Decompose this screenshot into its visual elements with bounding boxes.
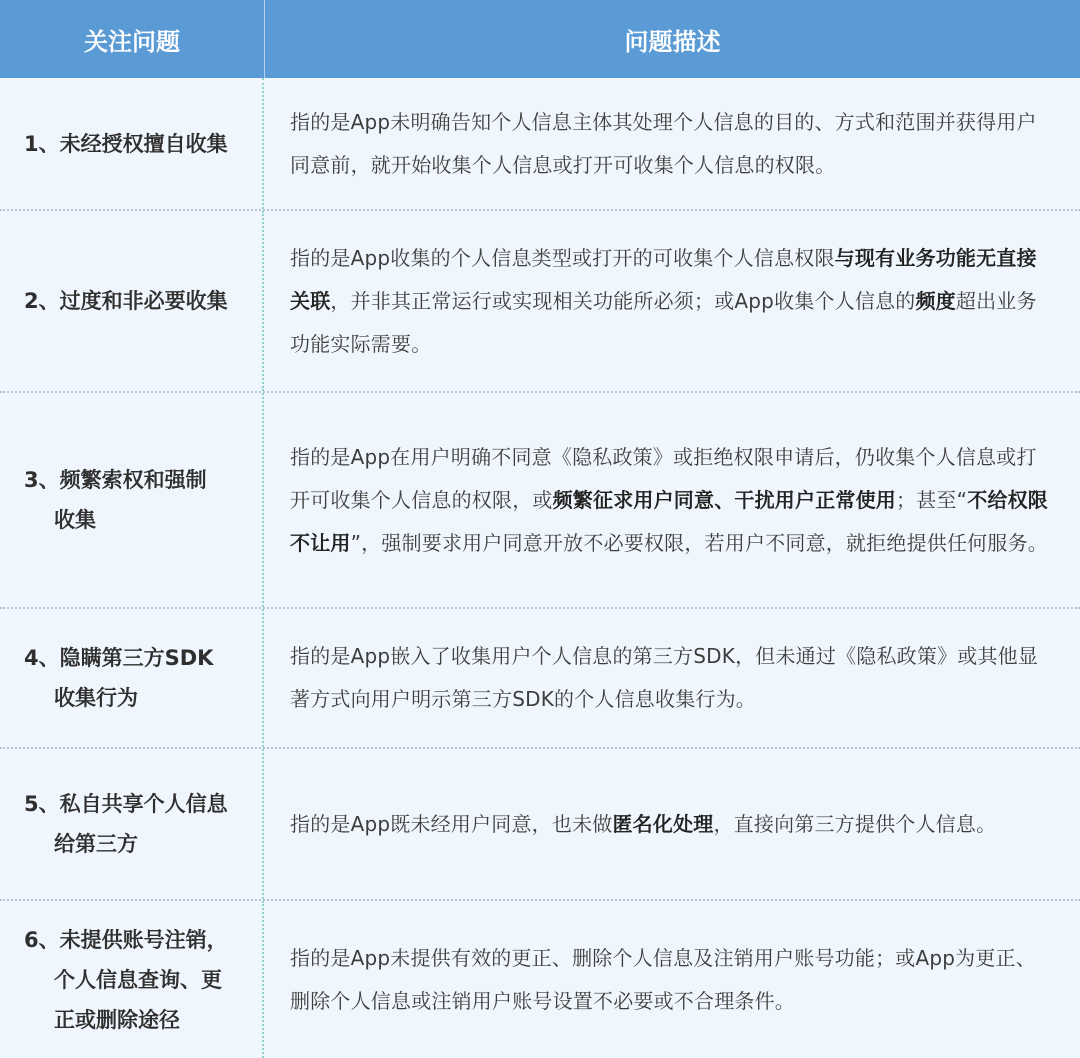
highlighted-text: 与现有业务功能无直接关联 <box>290 245 1037 313</box>
table-row <box>0 393 1080 609</box>
issue-title-line: 2、过度和非必要收集 <box>24 289 228 313</box>
table-header <box>0 0 1080 78</box>
table-row <box>0 211 1080 393</box>
issue-title <box>0 901 264 1058</box>
issue-title <box>0 78 264 209</box>
issue-title-line: 收集 <box>54 508 96 532</box>
highlighted-text: 匿名化处理 <box>612 811 714 836</box>
issue-title-line: 收集行为 <box>54 686 138 710</box>
table-row <box>0 749 1080 901</box>
highlighted-text: 不给权限不让用 <box>290 487 1048 555</box>
table-row <box>0 78 1080 211</box>
issue-title-line: 1、未经授权擅自收集 <box>24 131 228 156</box>
description-text: ；甚至“ <box>896 487 968 512</box>
issue-title-line: 正或删除途径 <box>54 1007 180 1032</box>
description-text: 指的是App在用户明确不同意《隐私政策》或拒绝权限申请后，仍收集个人信息或打开可收集个人信息的权限，或 <box>290 444 1037 512</box>
table-row <box>0 609 1080 749</box>
description-text: 指的是App未提供有效的更正、删除个人信息及注销用户账号功能；或App为更正、删除个人信息或注销用户账号设置不必要或不合理条件。 <box>290 945 1036 1013</box>
issue-title <box>0 749 264 899</box>
issue-title-line: 5、私自共享个人信息 <box>24 792 228 816</box>
issue-title <box>0 211 264 391</box>
description-text: ，直接向第三方提供个人信息。 <box>713 811 997 836</box>
header-col-description: 问题描述 <box>264 0 1080 78</box>
issue-description <box>264 609 1080 747</box>
issue-title-line: 4、隐瞒第三方SDK <box>24 646 214 670</box>
description-text: ，并非其正常运行或实现相关功能所必须；或App收集个人信息的 <box>330 288 916 313</box>
highlighted-text: 频繁征求用户同意、干扰用户正常使用 <box>552 487 897 512</box>
description-text: 指的是App嵌入了收集用户个人信息的第三方SDK，但未通过《隐私政策》或其他显著方式向用户明示第三方SDK的个人信息收集行为。 <box>290 644 1039 711</box>
issue-title-line: 6、未提供账号注销， <box>24 927 228 952</box>
issue-description <box>264 901 1080 1058</box>
description-text: ”，强制要求用户同意开放不必要权限，若用户不同意，就拒绝提供任何服务。 <box>350 530 1048 555</box>
description-text: 指的是App收集的个人信息类型或打开的可收集个人信息权限 <box>290 245 835 270</box>
issue-description <box>264 78 1080 209</box>
issue-title-line: 3、频繁索权和强制 <box>24 468 207 492</box>
header-col-issue: 关注问题 <box>84 27 180 56</box>
issue-description <box>264 393 1080 607</box>
highlighted-text: 频度 <box>915 288 956 313</box>
description-text: 指的是App既未经用户同意，也未做 <box>290 811 613 836</box>
table-row <box>0 901 1080 1058</box>
issue-title-line: 给第三方 <box>54 832 138 856</box>
issue-title <box>0 393 264 607</box>
issue-title <box>0 609 264 747</box>
description-text: 超出业务功能实际需要。 <box>290 288 1037 356</box>
issue-description <box>264 749 1080 899</box>
issue-description <box>264 211 1080 391</box>
issue-title-line: 个人信息查询、更 <box>54 967 222 992</box>
description-text: 指的是App未明确告知个人信息主体其处理个人信息的目的、方式和范围并获得用户同意前，就开始收集个人信息或打开可收集个人信息的权限。 <box>290 109 1037 177</box>
